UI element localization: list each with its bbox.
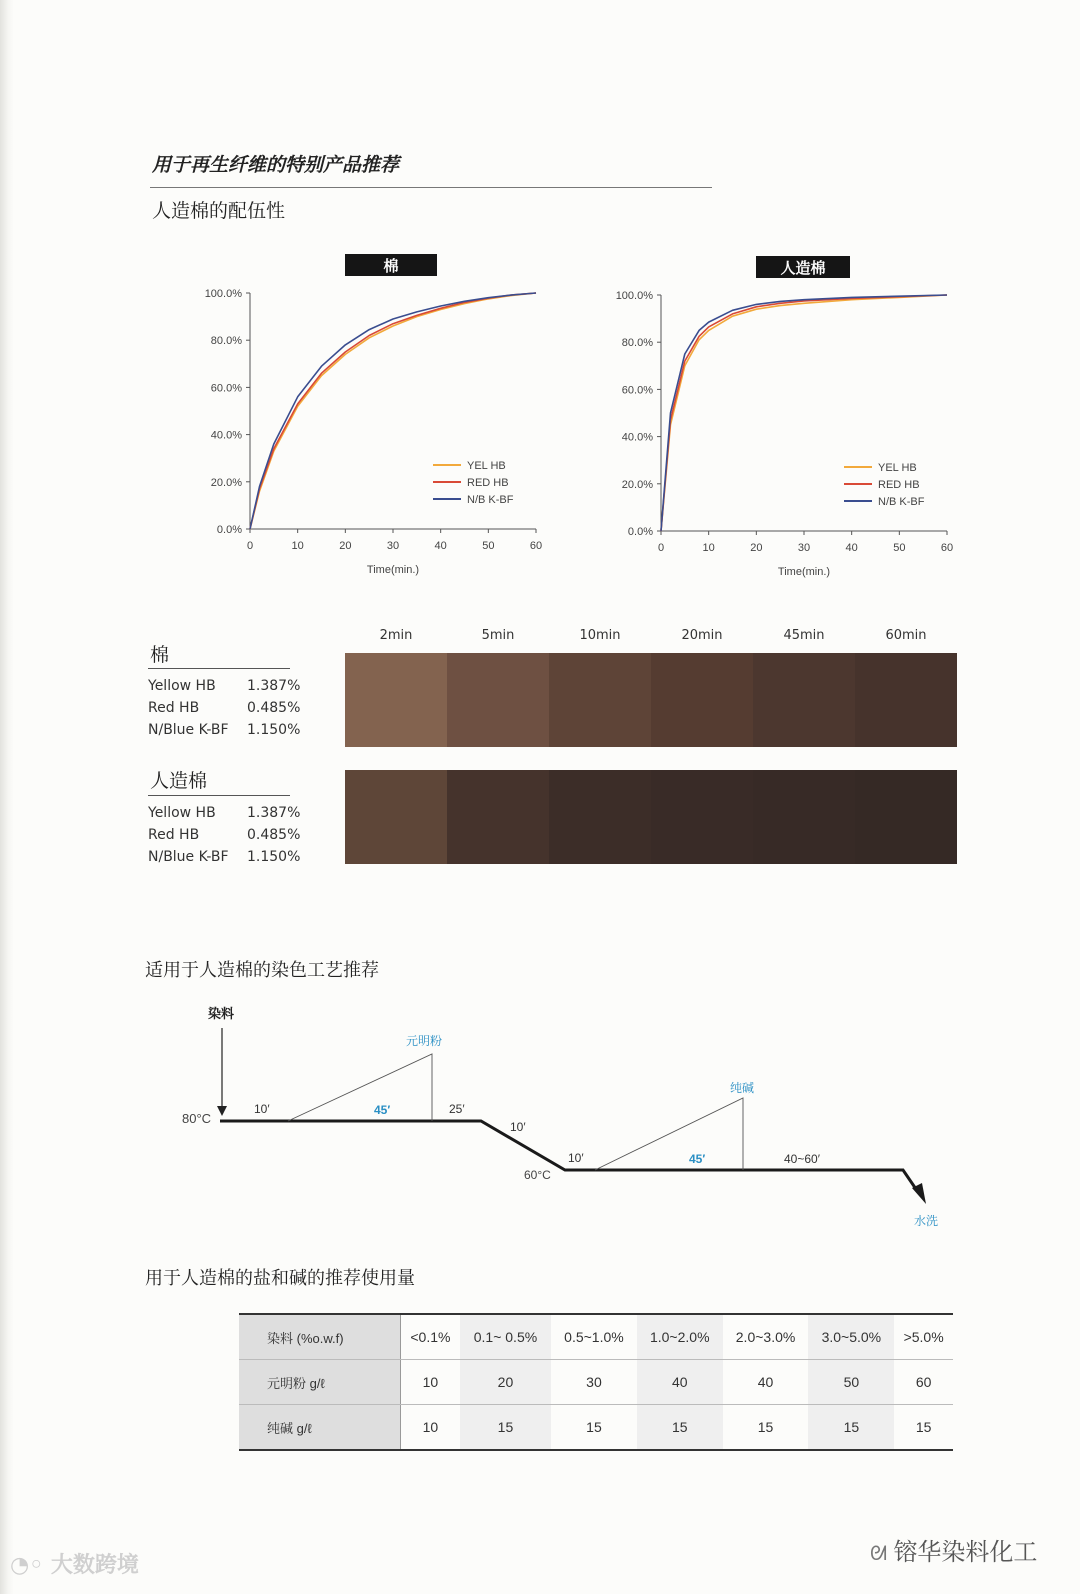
table-cell: 15 — [808, 1405, 894, 1451]
table-cell: 15 — [894, 1405, 953, 1451]
swatch-cell — [855, 653, 957, 747]
watermark-logo-icon: ◔◦ — [10, 1553, 51, 1578]
color-strip-cotton — [345, 653, 957, 747]
table-cell: 15 — [637, 1405, 723, 1451]
table-cell: 30 — [551, 1360, 637, 1405]
x-tick-label: 0 — [657, 542, 665, 554]
dye-arrow-head — [217, 1106, 227, 1116]
recipe-divider — [148, 668, 290, 669]
recipe-pct: 1.387% — [247, 678, 301, 694]
table-cell: 15 — [551, 1405, 637, 1451]
table-cell: 15 — [460, 1405, 551, 1451]
alkali-label: 纯碱 — [730, 1081, 755, 1095]
process-title: 适用于人造棉的染色工艺推荐 — [145, 960, 379, 981]
y-tick-label: 40.0% — [621, 431, 653, 444]
swatch-time-headers — [345, 628, 957, 648]
salt-label: 元明粉 — [406, 1034, 443, 1048]
section-title: 用于再生纤维的特别产品推荐 — [152, 154, 400, 176]
table-cell: >5.0% — [894, 1314, 953, 1360]
compatibility-subtitle: 人造棉的配伍性 — [152, 200, 286, 222]
table-cell: 10 — [401, 1360, 460, 1405]
table-cell: 1.0~2.0% — [637, 1314, 723, 1360]
recipe-pct: 0.485% — [247, 700, 301, 716]
watermark-text: 大数跨境 — [50, 1553, 139, 1578]
dosage-title: 用于人造棉的盐和碱的推荐使用量 — [145, 1268, 415, 1289]
x-axis-label: Time(min.) — [366, 564, 420, 576]
time-45-a: 45′ — [374, 1103, 391, 1117]
swatch-cell — [753, 770, 855, 864]
dosage-table — [239, 1313, 953, 1451]
y-tick-label: 40.0% — [210, 429, 242, 442]
recipe-dye: Yellow HB — [148, 805, 216, 821]
y-tick-label: 80.0% — [621, 337, 653, 350]
footer-brand — [870, 1532, 1037, 1567]
recipe-pct: 1.387% — [247, 805, 301, 821]
table-cell: 40 — [637, 1360, 723, 1405]
recipe-table-cotton — [148, 678, 308, 748]
time-45-b: 45′ — [689, 1152, 706, 1166]
x-tick-label: 50 — [893, 542, 906, 554]
title-divider — [150, 187, 712, 188]
salt-dosing-wedge — [288, 1054, 432, 1121]
x-tick-label: 30 — [797, 542, 811, 554]
swatch-time: 20min — [681, 628, 723, 643]
swatch-time: 60min — [885, 628, 927, 643]
swatch-cell — [855, 770, 957, 864]
cotton-exhaustion-chart — [190, 285, 570, 585]
x-tick-label: 40 — [434, 540, 447, 552]
y-tick-label: 0.0% — [627, 526, 653, 538]
swatch-cell — [447, 653, 549, 747]
time-10-c: 10′ — [568, 1151, 584, 1165]
y-tick-label: 20.0% — [210, 476, 242, 489]
recipe-table-viscose — [148, 805, 308, 875]
temp-low: 60°C — [524, 1168, 551, 1182]
recipe-pct: 0.485% — [247, 827, 301, 843]
swatch-time: 45min — [783, 628, 825, 643]
page-edge-shadow — [0, 0, 14, 1594]
swatch-cell — [753, 653, 855, 747]
wash-label: 水洗 — [914, 1214, 939, 1228]
legend-label: YEL HB — [878, 462, 917, 474]
row-header: 元明粉 g/ℓ — [239, 1360, 401, 1405]
table-cell: 15 — [723, 1405, 809, 1451]
swatch-cell — [651, 770, 753, 864]
x-tick-label: 20 — [339, 540, 352, 552]
time-40-60: 40~60′ — [784, 1152, 820, 1166]
table-cell: 2.0~3.0% — [723, 1314, 809, 1360]
table-cell: 0.5~1.0% — [551, 1314, 637, 1360]
swatch-cell — [651, 653, 753, 747]
recipe-divider — [148, 795, 290, 796]
swatch-cell — [345, 770, 447, 864]
legend-label: YEL HB — [467, 460, 506, 472]
recipe-name-viscose: 人造棉 — [150, 770, 208, 792]
dye-label: 染料 — [208, 1006, 235, 1021]
legend-label: RED HB — [878, 479, 920, 491]
y-tick-label: 60.0% — [210, 382, 242, 395]
x-tick-label: 40 — [845, 542, 858, 554]
swatch-time: 5min — [481, 628, 515, 643]
table-cell: 10 — [401, 1405, 460, 1451]
swatch-cell — [549, 770, 651, 864]
time-25: 25′ — [449, 1102, 465, 1116]
y-tick-label: 60.0% — [621, 384, 653, 397]
recipe-dye: N/Blue K-BF — [148, 722, 229, 738]
time-10-a: 10′ — [254, 1102, 270, 1116]
legend-label: N/B K-BF — [878, 496, 925, 508]
recipe-dye: N/Blue K-BF — [148, 849, 229, 865]
y-tick-label: 100.0% — [615, 290, 653, 302]
x-tick-label: 10 — [702, 542, 715, 554]
x-tick-label: 0 — [246, 540, 254, 552]
y-tick-label: 0.0% — [216, 524, 242, 536]
recipe-dye: Yellow HB — [148, 678, 216, 694]
row-header: 染料 (%o.w.f) — [239, 1314, 401, 1360]
brand-text: 镕华染料化工 — [893, 1538, 1038, 1566]
recipe-pct: 1.150% — [247, 722, 301, 738]
recipe-dye: Red HB — [148, 700, 200, 716]
table-cell: 3.0~5.0% — [808, 1314, 894, 1360]
swatch-cell — [345, 653, 447, 747]
x-tick-label: 20 — [750, 542, 763, 554]
x-tick-label: 10 — [291, 540, 304, 552]
y-tick-label: 100.0% — [204, 288, 242, 300]
temp-start: 80°C — [182, 1111, 212, 1126]
recipe-name-cotton: 棉 — [150, 644, 170, 666]
table-cell: 40 — [723, 1360, 809, 1405]
swatch-time: 2min — [379, 628, 413, 643]
dosage-table-wrap — [239, 1313, 953, 1451]
table-row — [239, 1405, 953, 1451]
x-tick-label: 60 — [529, 540, 543, 552]
table-cell: 20 — [460, 1360, 551, 1405]
chart-tag-cotton: 棉 — [345, 254, 437, 276]
legend-label: N/B K-BF — [467, 494, 514, 506]
swatch-cell — [549, 653, 651, 747]
table-cell: 50 — [808, 1360, 894, 1405]
legend-label: RED HB — [467, 477, 509, 489]
swatch-cell — [447, 770, 549, 864]
y-tick-label: 20.0% — [621, 478, 653, 491]
swatch-time: 10min — [579, 628, 621, 643]
table-row — [239, 1314, 953, 1360]
chart-tag-viscose: 人造棉 — [756, 256, 850, 278]
x-tick-label: 50 — [482, 540, 495, 552]
y-tick-label: 80.0% — [210, 335, 242, 348]
table-cell: 0.1~ 0.5% — [460, 1314, 551, 1360]
recipe-dye: Red HB — [148, 827, 200, 843]
alkali-dosing-wedge — [595, 1098, 743, 1170]
table-row — [239, 1360, 953, 1405]
table-cell: <0.1% — [401, 1314, 460, 1360]
wechat-icon: ᘛ — [870, 1541, 894, 1565]
table-cell: 60 — [894, 1360, 953, 1405]
row-header: 纯碱 g/ℓ — [239, 1405, 401, 1451]
x-tick-label: 30 — [386, 540, 400, 552]
recipe-pct: 1.150% — [247, 849, 301, 865]
time-10-b: 10′ — [510, 1120, 526, 1134]
dyeing-process-diagram — [170, 1000, 970, 1240]
color-strip-viscose — [345, 770, 957, 864]
footer-watermark-left — [10, 1548, 139, 1579]
viscose-exhaustion-chart — [601, 287, 981, 587]
x-tick-label: 60 — [940, 542, 954, 554]
x-axis-label: Time(min.) — [777, 566, 831, 578]
